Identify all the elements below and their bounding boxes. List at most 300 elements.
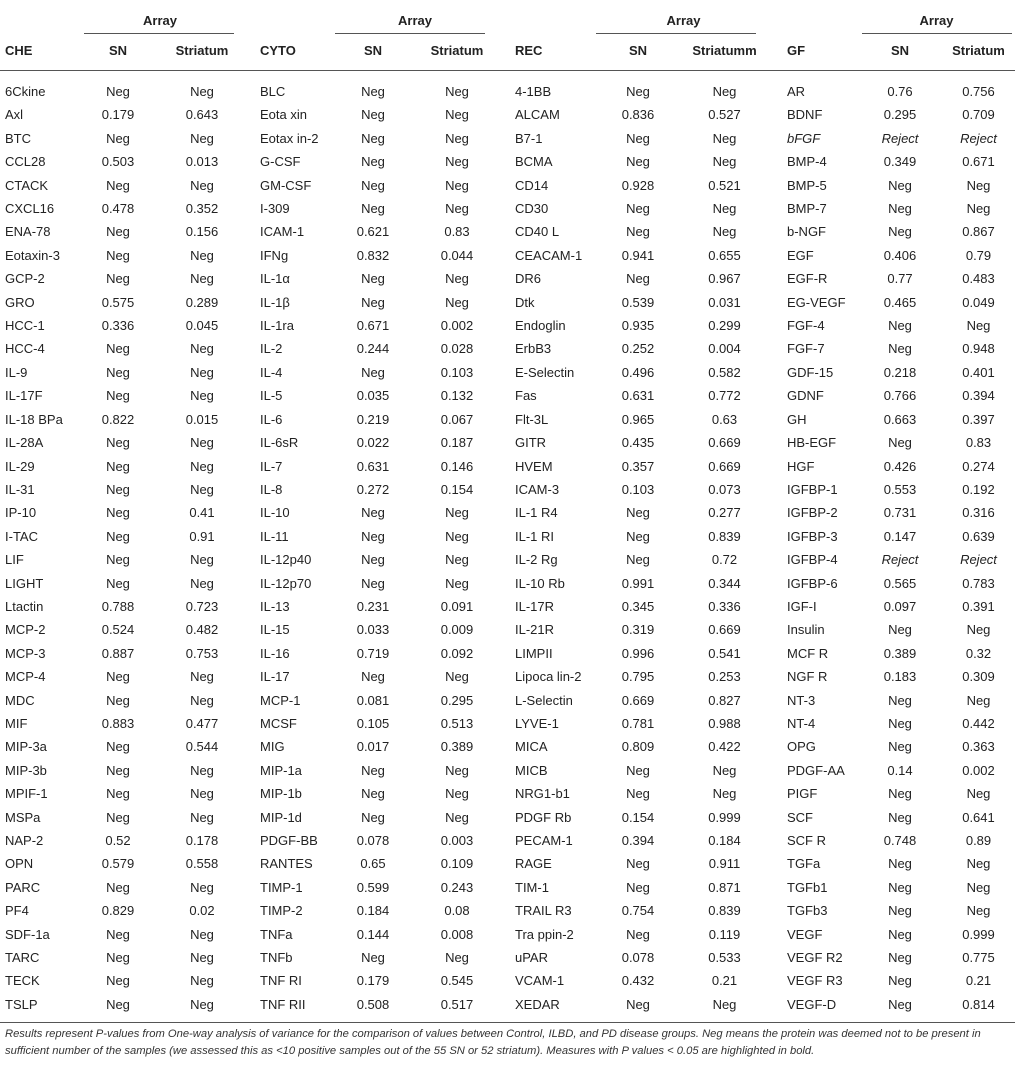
sn-value-cell: 0.345 bbox=[621, 598, 655, 614]
striatum-value-cell: Neg bbox=[190, 341, 214, 357]
protein-name-cell: Eotax in-2 bbox=[260, 130, 319, 146]
protein-name-cell: IL-1 RI bbox=[515, 528, 555, 544]
protein-name-cell: VEGF bbox=[787, 926, 823, 942]
table-row bbox=[0, 572, 1015, 595]
sn-value-cell: 0.748 bbox=[883, 833, 917, 848]
striatum-value-cell: 0.049 bbox=[962, 294, 995, 310]
striatum-value-cell: 0.21 bbox=[711, 973, 738, 989]
striatum-value-cell: Neg bbox=[966, 177, 991, 193]
striatum-value-cell: Neg bbox=[445, 505, 469, 521]
sn-value-cell: 0.553 bbox=[883, 481, 917, 497]
sn-value-cell: 0.244 bbox=[356, 341, 390, 357]
protein-name-cell: IFNg bbox=[260, 247, 289, 263]
protein-name-cell: uPAR bbox=[515, 950, 548, 966]
striatum-value-cell: 0.483 bbox=[962, 271, 995, 287]
striatum-value-cell: 0.295 bbox=[440, 692, 474, 708]
protein-name-cell: Eotaxin-3 bbox=[5, 247, 60, 263]
table-row bbox=[0, 876, 1015, 899]
striatum-value-cell: 0.394 bbox=[962, 388, 995, 404]
striatum-value-cell: 0.045 bbox=[185, 318, 219, 334]
sn-value-cell: 0.836 bbox=[621, 107, 655, 123]
protein-name-cell: MIP-1d bbox=[260, 809, 302, 825]
sn-value-cell: 0.252 bbox=[621, 341, 655, 357]
striatum-value-cell: 0.422 bbox=[708, 739, 741, 755]
sn-value-cell: Neg bbox=[106, 575, 130, 591]
protein-name-cell: BMP-4 bbox=[787, 154, 827, 170]
sn-value-cell: 0.231 bbox=[356, 598, 390, 614]
striatum-value-cell: 0.827 bbox=[708, 692, 741, 708]
striatum-value-cell: 0.988 bbox=[708, 715, 741, 731]
striatum-value-cell: 0.187 bbox=[440, 435, 474, 451]
column-header-rec-sn: SN bbox=[628, 43, 648, 58]
protein-name-cell: ICAM-1 bbox=[260, 224, 305, 240]
striatum-value-cell: 0.309 bbox=[962, 669, 995, 685]
table-row bbox=[0, 150, 1015, 173]
sn-value-cell: Neg bbox=[106, 786, 130, 802]
sn-value-cell: 0.496 bbox=[621, 364, 655, 380]
striatum-value-cell: 0.669 bbox=[708, 622, 741, 638]
sn-value-cell: Neg bbox=[888, 739, 912, 755]
table-row bbox=[0, 782, 1015, 805]
protein-name-cell: TNF RI bbox=[260, 973, 302, 989]
protein-name-cell: GDF-15 bbox=[787, 364, 834, 380]
sn-value-cell: 0.022 bbox=[356, 435, 390, 451]
striatum-value-cell: 0.671 bbox=[962, 154, 995, 170]
protein-name-cell: IL-6sR bbox=[260, 435, 299, 451]
striatum-value-cell: Neg bbox=[712, 224, 737, 240]
striatum-value-cell: Neg bbox=[190, 809, 214, 825]
protein-name-cell: CD30 bbox=[515, 201, 549, 217]
sn-value-cell: Neg bbox=[888, 926, 912, 942]
table-row bbox=[0, 829, 1015, 852]
protein-name-cell: IL-21R bbox=[515, 622, 555, 638]
protein-name-cell: BTC bbox=[5, 130, 31, 146]
protein-name-cell: RAGE bbox=[515, 856, 552, 872]
striatum-value-cell: 0.639 bbox=[962, 528, 995, 544]
table-row bbox=[0, 548, 1015, 571]
sn-value-cell: 0.147 bbox=[883, 528, 917, 544]
striatum-value-cell: 0.867 bbox=[962, 224, 995, 240]
protein-name-cell: Dtk bbox=[515, 294, 535, 310]
striatum-value-cell: 0.352 bbox=[185, 201, 219, 217]
striatum-value-cell: Neg bbox=[190, 130, 214, 146]
striatum-value-cell: 0.299 bbox=[708, 318, 741, 334]
sn-value-cell: 0.77 bbox=[887, 271, 913, 287]
array-header-che: Array bbox=[143, 13, 177, 28]
sn-value-cell: 0.829 bbox=[101, 903, 135, 919]
sn-value-cell: Neg bbox=[106, 177, 130, 193]
striatum-value-cell: 0.274 bbox=[962, 458, 995, 474]
protein-name-cell: GDNF bbox=[787, 388, 824, 404]
sn-value-cell: Neg bbox=[106, 247, 130, 263]
protein-name-cell: TRAIL R3 bbox=[515, 903, 572, 919]
protein-name-cell: TECK bbox=[5, 973, 40, 989]
sn-value-cell: Neg bbox=[106, 739, 130, 755]
protein-name-cell: ALCAM bbox=[515, 107, 560, 123]
protein-name-cell: IGFBP-4 bbox=[787, 552, 838, 568]
striatum-value-cell: 0.397 bbox=[962, 411, 995, 427]
protein-name-cell: B7-1 bbox=[515, 130, 543, 146]
striatum-value-cell: 0.517 bbox=[440, 996, 474, 1012]
sn-value-cell: Neg bbox=[888, 809, 912, 825]
sn-value-cell: 0.144 bbox=[356, 926, 390, 942]
table-row bbox=[0, 899, 1015, 922]
protein-name-cell: TIM-1 bbox=[515, 879, 549, 895]
protein-name-cell: BLC bbox=[260, 84, 286, 99]
protein-name-cell: IL-1α bbox=[260, 271, 290, 287]
table-row bbox=[0, 127, 1015, 150]
protein-name-cell: I-309 bbox=[260, 201, 290, 217]
protein-name-cell: IL-1β bbox=[260, 294, 290, 310]
sn-value-cell: Neg bbox=[361, 552, 385, 568]
sn-value-cell: Neg bbox=[361, 201, 385, 217]
protein-name-cell: MCP-2 bbox=[5, 622, 46, 638]
sn-value-cell: Neg bbox=[888, 692, 912, 708]
striatum-value-cell: 0.783 bbox=[962, 575, 995, 591]
striatum-value-cell: 0.067 bbox=[440, 411, 474, 427]
sn-value-cell: 0.631 bbox=[356, 458, 390, 474]
protein-name-cell: IL-10 Rb bbox=[515, 575, 565, 591]
protein-name-cell: GRO bbox=[5, 294, 35, 310]
sn-value-cell: 0.097 bbox=[883, 598, 917, 614]
table-row bbox=[0, 361, 1015, 384]
protein-name-cell: IL-8 bbox=[260, 481, 283, 497]
protein-name-cell: GH bbox=[787, 411, 807, 427]
striatum-value-cell: Neg bbox=[712, 762, 737, 778]
striatum-value-cell: 0.015 bbox=[185, 411, 219, 427]
striatum-value-cell: 0.044 bbox=[440, 247, 474, 263]
protein-name-cell: AR bbox=[787, 84, 806, 99]
array-header-cyto: Array bbox=[398, 13, 432, 28]
striatum-value-cell: 0.709 bbox=[962, 107, 995, 123]
protein-name-cell: IL-17R bbox=[515, 598, 555, 614]
striatum-value-cell: 0.316 bbox=[962, 505, 995, 521]
protein-name-cell: PIGF bbox=[787, 786, 818, 802]
table-row bbox=[0, 244, 1015, 267]
array-underline-cyto bbox=[335, 33, 485, 34]
striatum-value-cell: 0.442 bbox=[962, 715, 995, 731]
sn-value-cell: Neg bbox=[888, 996, 912, 1012]
sn-value-cell: Neg bbox=[888, 973, 912, 989]
striatum-value-cell: 0.178 bbox=[185, 833, 219, 848]
sn-value-cell: 0.078 bbox=[356, 833, 390, 848]
protein-name-cell: PDGF-AA bbox=[787, 762, 845, 778]
sn-value-cell: Neg bbox=[361, 575, 385, 591]
striatum-value-cell: Neg bbox=[445, 271, 469, 287]
table-row bbox=[0, 923, 1015, 946]
striatum-value-cell: 0.156 bbox=[185, 224, 219, 240]
protein-name-cell: G-CSF bbox=[260, 154, 301, 170]
array-header-gf: Array bbox=[919, 13, 954, 28]
protein-name-cell: CD14 bbox=[515, 177, 549, 193]
protein-name-cell: ErbB3 bbox=[515, 341, 552, 357]
sn-value-cell: 0.295 bbox=[883, 107, 917, 123]
sn-value-cell: Neg bbox=[888, 715, 912, 731]
striatum-value-cell: 0.772 bbox=[708, 388, 741, 404]
striatum-value-cell: 0.004 bbox=[708, 341, 741, 357]
protein-name-cell: IL-15 bbox=[260, 622, 290, 638]
column-header-gf-group: GF bbox=[787, 43, 806, 58]
sn-value-cell: 0.941 bbox=[621, 247, 655, 263]
striatum-value-cell: 0.641 bbox=[962, 809, 995, 825]
sn-value-cell: Neg bbox=[888, 786, 912, 802]
protein-name-cell: TNFb bbox=[260, 950, 293, 966]
sn-value-cell: 0.991 bbox=[621, 575, 655, 591]
striatum-value-cell: Neg bbox=[966, 692, 991, 708]
table-row bbox=[0, 946, 1015, 969]
sn-value-cell: Neg bbox=[888, 622, 912, 638]
striatum-value-cell: Neg bbox=[190, 973, 214, 989]
sn-value-cell: 0.179 bbox=[356, 973, 390, 989]
protein-name-cell: MIP-1a bbox=[260, 762, 302, 778]
striatum-value-cell: 0.669 bbox=[708, 458, 741, 474]
protein-name-cell: HCC-1 bbox=[5, 318, 45, 334]
table-row bbox=[0, 689, 1015, 712]
protein-name-cell: IL-28A bbox=[5, 435, 44, 451]
sn-value-cell: Neg bbox=[888, 318, 912, 334]
striatum-value-cell: Neg bbox=[712, 996, 737, 1012]
striatum-value-cell: 0.643 bbox=[185, 107, 219, 123]
array-underline-rec bbox=[596, 33, 756, 34]
table-row bbox=[0, 384, 1015, 407]
data-table bbox=[0, 7, 1015, 1016]
header-row-columns bbox=[0, 34, 1015, 68]
sn-value-cell: 0.788 bbox=[101, 598, 135, 614]
striatum-value-cell: 0.91 bbox=[189, 528, 215, 544]
striatum-value-cell: 0.63 bbox=[711, 411, 738, 427]
sn-value-cell: Neg bbox=[361, 505, 385, 521]
striatum-value-cell: 0.08 bbox=[444, 903, 470, 919]
table-row bbox=[0, 595, 1015, 618]
protein-name-cell: PARC bbox=[5, 879, 41, 895]
protein-name-cell: VCAM-1 bbox=[515, 973, 565, 989]
table-row bbox=[0, 431, 1015, 454]
protein-name-cell: b-NGF bbox=[787, 224, 826, 240]
sn-value-cell: Neg bbox=[106, 224, 130, 240]
sn-value-cell: Neg bbox=[626, 552, 650, 568]
striatum-value-cell: 0.002 bbox=[440, 318, 474, 334]
protein-name-cell: IL-7 bbox=[260, 458, 283, 474]
protein-name-cell: XEDAR bbox=[515, 996, 560, 1012]
striatum-value-cell: 0.092 bbox=[440, 645, 474, 661]
striatum-value-cell: Neg bbox=[190, 435, 214, 451]
protein-name-cell: MCSF bbox=[260, 715, 297, 731]
sn-value-cell: Neg bbox=[106, 435, 130, 451]
striatum-value-cell: 0.028 bbox=[440, 341, 474, 357]
protein-name-cell: NT-3 bbox=[787, 692, 816, 708]
striatum-value-cell: 0.753 bbox=[185, 645, 219, 661]
protein-name-cell: TSLP bbox=[5, 996, 38, 1012]
protein-name-cell: E-Selectin bbox=[515, 364, 575, 380]
sn-value-cell: Neg bbox=[106, 973, 130, 989]
protein-name-cell: NRG1-b1 bbox=[515, 786, 570, 802]
protein-name-cell: OPN bbox=[5, 856, 34, 872]
striatum-value-cell: Neg bbox=[190, 364, 214, 380]
sn-value-cell: 0.731 bbox=[883, 505, 917, 521]
protein-name-cell: Axl bbox=[5, 107, 24, 123]
striatum-value-cell: Neg bbox=[445, 575, 469, 591]
sn-value-cell: Neg bbox=[106, 692, 130, 708]
table-row bbox=[0, 969, 1015, 992]
striatum-value-cell: 0.132 bbox=[440, 388, 474, 404]
protein-name-cell: MCP-1 bbox=[260, 692, 301, 708]
sn-value-cell: Neg bbox=[106, 879, 130, 895]
protein-name-cell: LYVE-1 bbox=[515, 715, 559, 731]
striatum-value-cell: 0.02 bbox=[189, 903, 215, 919]
protein-name-cell: MSPa bbox=[5, 809, 41, 825]
sn-value-cell: 0.017 bbox=[356, 739, 390, 755]
striatum-value-cell: Neg bbox=[445, 669, 469, 685]
sn-value-cell: 0.508 bbox=[356, 996, 390, 1012]
striatum-value-cell: Neg bbox=[445, 294, 469, 310]
striatum-value-cell: 0.655 bbox=[708, 247, 741, 263]
column-header-gf-sn: SN bbox=[890, 43, 910, 58]
protein-name-cell: Flt-3L bbox=[515, 411, 549, 427]
striatum-value-cell: Neg bbox=[966, 201, 991, 217]
striatum-value-cell: 0.003 bbox=[440, 833, 474, 848]
protein-name-cell: BMP-7 bbox=[787, 201, 827, 217]
protein-name-cell: IL-6 bbox=[260, 411, 283, 427]
column-header-rec-group: REC bbox=[515, 43, 543, 58]
striatum-value-cell: 0.83 bbox=[444, 224, 470, 240]
striatum-value-cell: 0.391 bbox=[962, 598, 995, 614]
protein-name-cell: TNF RII bbox=[260, 996, 306, 1012]
sn-value-cell: Neg bbox=[361, 786, 385, 802]
protein-name-cell: CEACAM-1 bbox=[515, 247, 583, 263]
sn-value-cell: Neg bbox=[626, 201, 650, 217]
striatum-value-cell: 0.482 bbox=[185, 622, 219, 638]
sn-value-cell: 0.996 bbox=[621, 645, 655, 661]
table-row bbox=[0, 267, 1015, 290]
protein-name-cell: HGF bbox=[787, 458, 815, 474]
striatum-value-cell: Neg bbox=[445, 84, 469, 99]
table-row bbox=[0, 455, 1015, 478]
protein-name-cell: IL-5 bbox=[260, 388, 283, 404]
striatum-value-cell: Neg bbox=[445, 809, 469, 825]
striatum-value-cell: 0.401 bbox=[962, 364, 995, 380]
sn-value-cell: 0.663 bbox=[883, 411, 917, 427]
striatum-value-cell: 0.911 bbox=[708, 856, 741, 872]
sn-value-cell: Neg bbox=[361, 84, 385, 99]
sn-value-cell: 0.719 bbox=[356, 645, 390, 661]
sn-value-cell: Neg bbox=[106, 552, 130, 568]
protein-name-cell: MCP-4 bbox=[5, 669, 46, 685]
sn-value-cell: Neg bbox=[888, 224, 912, 240]
striatum-value-cell: 0.775 bbox=[962, 950, 995, 966]
protein-name-cell: BCMA bbox=[515, 154, 553, 170]
protein-name-cell: IL-31 bbox=[5, 481, 35, 497]
striatum-value-cell: 0.541 bbox=[708, 645, 741, 661]
protein-name-cell: MIP-1b bbox=[260, 786, 302, 802]
column-header-rec-striatum: Striatumm bbox=[692, 43, 757, 58]
sn-value-cell: 0.809 bbox=[621, 739, 655, 755]
striatum-value-cell: 0.871 bbox=[708, 879, 741, 895]
sn-value-cell: Neg bbox=[106, 950, 130, 966]
protein-name-cell: IL-17 bbox=[260, 669, 290, 685]
protein-name-cell: L-Selectin bbox=[515, 692, 573, 708]
sn-value-cell: 0.631 bbox=[621, 388, 655, 404]
striatum-value-cell: Neg bbox=[190, 786, 214, 802]
sn-value-cell: 0.822 bbox=[101, 411, 135, 427]
protein-name-cell: NT-4 bbox=[787, 715, 816, 731]
striatum-value-cell: 0.41 bbox=[189, 505, 215, 521]
protein-name-cell: IL-2 bbox=[260, 341, 283, 357]
sn-value-cell: 0.465 bbox=[883, 294, 917, 310]
sn-value-cell: 0.432 bbox=[621, 973, 655, 989]
sn-value-cell: 0.081 bbox=[356, 692, 390, 708]
striatum-value-cell: 0.243 bbox=[440, 879, 474, 895]
sn-value-cell: Neg bbox=[361, 154, 385, 170]
sn-value-cell: 0.219 bbox=[356, 411, 390, 427]
protein-name-cell: MCF R bbox=[787, 645, 829, 661]
sn-value-cell: Neg bbox=[626, 224, 650, 240]
striatum-value-cell: 0.008 bbox=[440, 926, 474, 942]
column-header-cyto-group: CYTO bbox=[260, 43, 296, 58]
sn-value-cell: Neg bbox=[626, 879, 650, 895]
table-row bbox=[0, 712, 1015, 735]
header-row-array bbox=[0, 7, 1015, 34]
sn-value-cell: Neg bbox=[106, 341, 130, 357]
protein-name-cell: LIF bbox=[5, 552, 24, 568]
sn-value-cell: Neg bbox=[888, 341, 912, 357]
protein-name-cell: GITR bbox=[515, 435, 547, 451]
protein-name-cell: DR6 bbox=[515, 271, 542, 287]
table-row bbox=[0, 291, 1015, 314]
protein-name-cell: IL-1 R4 bbox=[515, 505, 558, 521]
sn-value-cell: Neg bbox=[106, 996, 130, 1012]
protein-name-cell: VEGF R2 bbox=[787, 950, 843, 966]
sn-value-cell: 0.319 bbox=[621, 622, 655, 638]
striatum-value-cell: 0.72 bbox=[711, 552, 738, 568]
sn-value-cell: Neg bbox=[888, 856, 912, 872]
striatum-value-cell: Neg bbox=[190, 458, 214, 474]
protein-name-cell: IL-16 bbox=[260, 645, 290, 661]
striatum-value-cell: Neg bbox=[712, 786, 737, 802]
sn-value-cell: Neg bbox=[626, 786, 650, 802]
sn-value-cell: Neg bbox=[106, 481, 130, 497]
table-row bbox=[0, 197, 1015, 220]
sn-value-cell: Neg bbox=[106, 762, 130, 778]
protein-name-cell: TGFb1 bbox=[787, 879, 828, 895]
sn-value-cell: Neg bbox=[361, 130, 385, 146]
sn-value-cell: 0.565 bbox=[883, 575, 917, 591]
striatum-value-cell: 0.513 bbox=[440, 715, 474, 731]
striatum-value-cell: 0.389 bbox=[440, 739, 474, 755]
protein-name-cell: Fas bbox=[515, 388, 537, 404]
sn-value-cell: 0.218 bbox=[883, 364, 917, 380]
table-row bbox=[0, 314, 1015, 337]
striatum-value-cell: 0.013 bbox=[185, 154, 219, 170]
table-row bbox=[0, 642, 1015, 665]
column-header-che-group: CHE bbox=[5, 43, 33, 58]
sn-value-cell: Neg bbox=[361, 950, 385, 966]
sn-value-cell: 0.76 bbox=[887, 84, 913, 99]
striatum-value-cell: 0.477 bbox=[185, 715, 219, 731]
protein-name-cell: TGFb3 bbox=[787, 903, 828, 919]
protein-name-cell: TNFa bbox=[260, 926, 293, 942]
striatum-value-cell: 0.253 bbox=[708, 669, 741, 685]
sn-value-cell: 0.389 bbox=[883, 645, 917, 661]
sn-value-cell: 0.179 bbox=[101, 107, 135, 123]
striatum-value-cell: 0.336 bbox=[708, 598, 741, 614]
striatum-value-cell: Neg bbox=[190, 996, 214, 1012]
sn-value-cell: Neg bbox=[888, 903, 912, 919]
sn-value-cell: 0.928 bbox=[621, 177, 655, 193]
sn-value-cell: Neg bbox=[626, 762, 650, 778]
protein-name-cell: PDGF-BB bbox=[260, 833, 318, 848]
protein-name-cell: IGFBP-1 bbox=[787, 481, 838, 497]
protein-name-cell: IL-10 bbox=[260, 505, 290, 521]
